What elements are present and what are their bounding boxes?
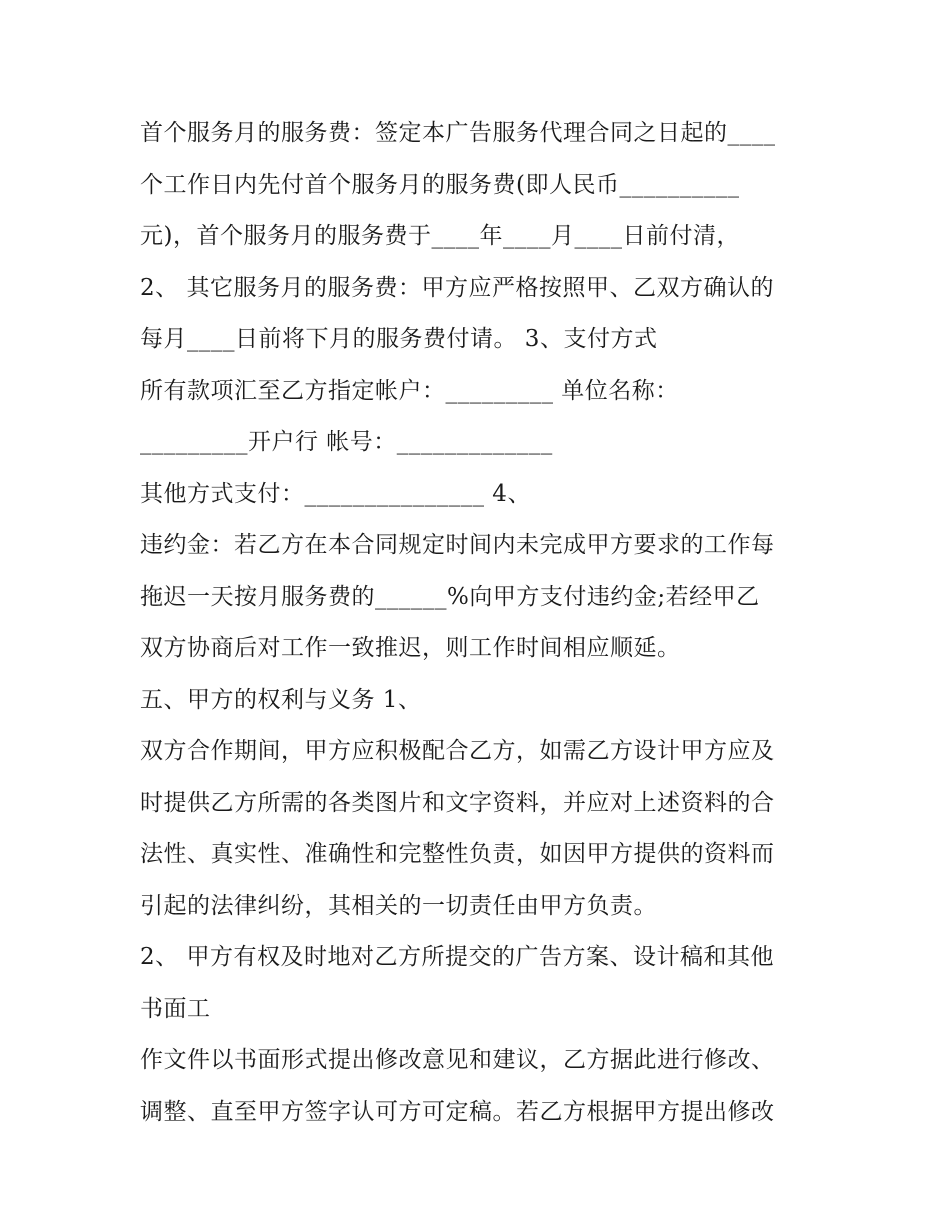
text-line-12: 五、甲方的权利与义务 1、 — [140, 686, 422, 713]
text-line-2: 个工作日内先付首个服务月的服务费(即人民币__________ — [140, 171, 740, 198]
text-line-13: 双方合作期间，甲方应积极配合乙方，如需乙方设计甲方应及 — [140, 738, 775, 764]
text-line-8: 其他方式支付：_______________ 4、 — [140, 480, 531, 507]
text-line-11: 双方协商后对工作一致推迟，则工作时间相应顺延。 — [140, 635, 681, 661]
text-line-16: 引起的法律纠纷，其相关的一切责任由甲方负责。 — [140, 892, 657, 919]
text-line-19: 作文件以书面形式提出修改意见和建议，乙方据此进行修改、 — [140, 1047, 775, 1073]
text-line-6: 所有款项汇至乙方指定帐户：_________ 单位名称： — [140, 377, 679, 404]
text-line-9: 违约金：若乙方在本合同规定时间内未完成甲方要求的工作每 — [140, 532, 775, 558]
text-line-4: 2、 其它服务月的服务费：甲方应严格按照甲、乙双方确认的 — [140, 274, 774, 301]
text-line-7: _________开户行 帐号：_____________ — [140, 429, 553, 455]
text-line-15: 法性、真实性、准确性和完整性负责，如因甲方提供的资料而 — [140, 841, 775, 867]
text-line-10: 拖迟一天按月服务费的______%向甲方支付违约金;若经甲乙 — [140, 583, 760, 610]
text-line-1: 首个服务月的服务费：签定本广告服务代理合同之日起的____ — [140, 120, 776, 146]
text-line-5: 每月____日前将下月的服务费付请。 3、支付方式 — [140, 326, 658, 352]
text-line-17: 2、 甲方有权及时地对乙方所提交的广告方案、设计稿和其他 — [140, 944, 774, 970]
text-line-3: 元)，首个服务月的服务费于____年____月____日前付清， — [140, 223, 740, 249]
text-line-18: 书面工 — [140, 995, 211, 1022]
contract-text — [140, 108, 830, 1138]
text-line-20: 调整、直至甲方签字认可方可定稿。若乙方根据甲方提出修改 — [140, 1098, 775, 1125]
text-line-14: 时提供乙方所需的各类图片和文字资料，并应对上述资料的合 — [140, 789, 775, 816]
